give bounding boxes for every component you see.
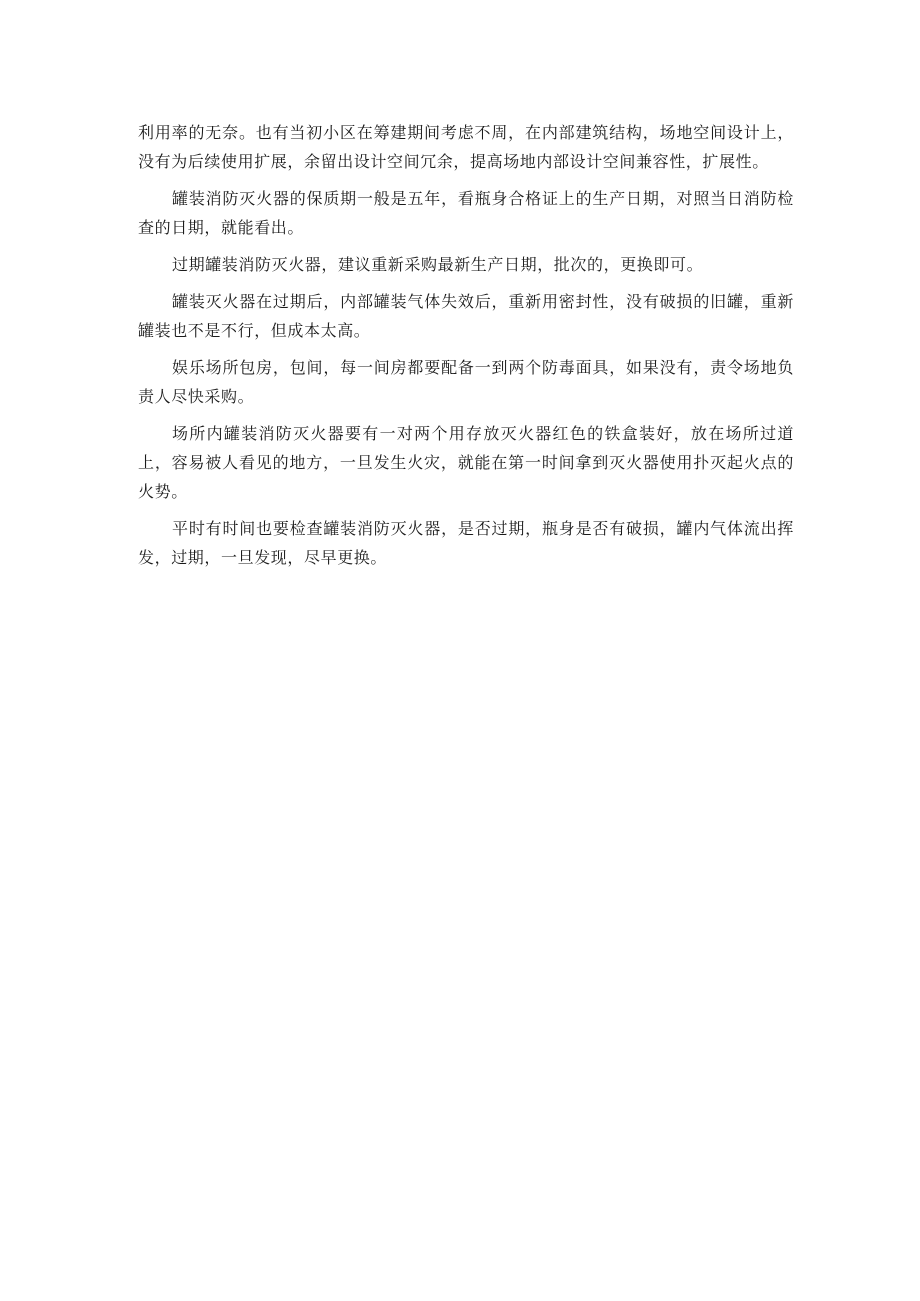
paragraph-continued: 利用率的无奈。也有当初小区在筹建期间考虑不周，在内部建筑结构，场地空间设计上，没有为后续使用扩展，余留出设计空间冗余，提高场地内部设计空间兼容性，扩展性。 xyxy=(138,123,794,171)
paragraph-shelf-life: 罐装消防灭火器的保质期一般是五年，看瓶身合格证上的生产日期，对照当日消防检查的日期，就能看出。 xyxy=(138,189,794,237)
document-body xyxy=(138,118,794,580)
paragraph-expired-replace: 过期罐装消防灭火器，建议重新采购最新生产日期，批次的，更换即可。 xyxy=(172,255,704,274)
paragraph-refill: 罐装灭火器在过期后，内部罐装气体失效后，重新用密封性，没有破损的旧罐，重新罐装也不是不行，但成本太高。 xyxy=(138,292,794,340)
paragraph-inspection: 平时有时间也要检查罐装消防灭火器，是否过期，瓶身是否有破损，罐内气体流出挥发，过期，一旦发现，尽早更换。 xyxy=(138,519,794,567)
paragraph-gas-masks: 娱乐场所包房，包间，每一间房都要配备一到两个防毒面具，如果没有，责令场地负责人尽快采购。 xyxy=(138,358,794,406)
paragraph-storage-box: 场所内罐装消防灭火器要有一对两个用存放灭火器红色的铁盒装好，放在场所过道上，容易被人看见的地方，一旦发生火灾，就能在第一时间拿到灭火器使用扑灭起火点的火势。 xyxy=(138,424,794,501)
